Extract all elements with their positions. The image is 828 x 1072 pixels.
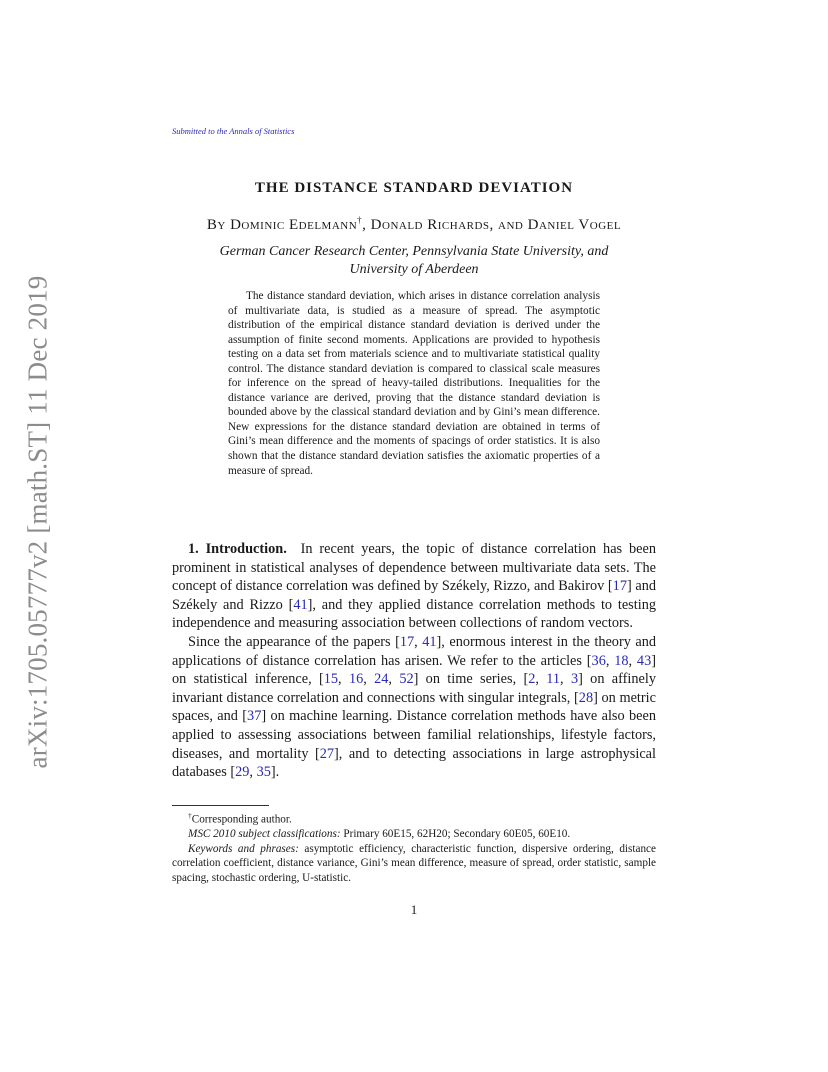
citation-link[interactable]: 17: [612, 578, 627, 595]
affiliations: [172, 243, 656, 279]
citation-link[interactable]: 41: [293, 596, 308, 613]
affiliation-line-2: University of Aberdeen: [349, 262, 479, 277]
intro-paragraph-2: Since the appearance of the papers [17, 41], enormous interest in the theory and applications of distance correlation has arisen. We refer to the articles [36, 18, 43] on statistical inference, [15, 16, 24, 52] on time series, [2, 11, 3] on affinely invariant distance correlation and connections with singular integrals, [28] on metric spaces, and [37] on machine learning. Distance correlation methods have also been applied to assessing associations between familial relationships, lifestyle factors, diseases, and mortality [27], and to detecting associations in large astrophysical databases [29, 35].: [172, 633, 656, 781]
arxiv-stamp-text: arXiv:1705.05777v2 [math.ST] 11 Dec 2019: [22, 275, 53, 769]
citation-link[interactable]: 52: [399, 671, 414, 688]
author-list: [172, 215, 656, 234]
footnote-keywords: [172, 842, 656, 886]
by-label: By: [206, 217, 226, 233]
section-heading: 1. Introduction.: [188, 541, 287, 557]
msc-label: MSC 2010 subject classifications:: [188, 828, 341, 841]
citation-link[interactable]: 27: [319, 745, 335, 762]
page-number: 1: [410, 902, 418, 917]
citation-link[interactable]: 15: [323, 671, 339, 688]
citation-link[interactable]: 36: [591, 652, 606, 669]
footnote-corresponding-author: †Corresponding author.: [188, 811, 292, 826]
footnote-rule: [172, 805, 269, 806]
citation-link[interactable]: 2: [528, 671, 536, 688]
citation-link[interactable]: 3: [570, 671, 579, 688]
citation-link[interactable]: 17: [399, 633, 415, 650]
dagger-footnote-mark[interactable]: †: [357, 215, 363, 225]
citation-link[interactable]: 28: [578, 689, 594, 706]
abstract: The distance standard deviation, which arises in distance correlation analysis of multivariate data, is studied as a measure of spread. The asymptotic distribution of the empirical distance standard deviation is derived under the assumption of finite second moments. Applications are provided to hypothesis testing on a data set from materials science and to multivariate statistical quality control. The distance standard deviation is compared to classical scale measures for inference on the spread of heavy-tailed distributions. Inequalities for the distance variance are derived, proving that the distance standard deviation is bounded above by the classical standard deviation and by Gini’s mean difference. New expressions for the distance standard deviation are obtained in terms of Gini’s mean difference and the moments of spacings of order statistics. It is also shown that the distance standard deviation satisfies the axiomatic properties of a measure of spread.: [228, 290, 600, 477]
dagger-mark: †: [188, 811, 192, 820]
citation-link[interactable]: 37: [247, 708, 262, 725]
citation-link[interactable]: 11: [546, 671, 561, 688]
footnotes: [172, 809, 656, 885]
citation-link[interactable]: 16: [348, 671, 364, 688]
paper-title: THE DISTANCE STANDARD DEVIATION: [254, 180, 574, 196]
section-introduction: [172, 540, 656, 782]
intro-paragraph-1: 1. Introduction. In recent years, the topic of distance correlation has been prominent in statistical analyses of dependence between multivariate data sets. The concept of distance correlation was defined by Székely, Rizzo, and Bakirov [17] and Székely and Rizzo [41], and they applied distance correlation methods to testing independence and measuring association between collections of random vectors.: [172, 541, 656, 632]
submitted-to-journal-link[interactable]: Submitted to the Annals of Statistics: [172, 126, 295, 136]
citation-link[interactable]: 24: [374, 671, 389, 688]
arxiv-identifier-stamp: [22, 272, 54, 772]
author-edelmann: Dominic Edelmann: [230, 217, 358, 233]
footnote-msc: [172, 827, 656, 842]
citation-link[interactable]: 18: [614, 652, 629, 669]
authors-rest: , Donald Richards, and Daniel Vogel: [362, 217, 622, 233]
citation-link[interactable]: 29: [235, 764, 250, 781]
citation-link[interactable]: 35: [256, 764, 271, 781]
citation-link[interactable]: 43: [636, 652, 652, 669]
keywords-text: asymptotic efficiency, characteristic function, dispersive ordering, distance correlation coefficient, distance variance, Gini’s mean difference, measure of spread, order statistic, sample spacing, stochastic ordering, U-statistic.: [172, 842, 656, 884]
keywords-label: Keywords and phrases:: [188, 842, 299, 855]
citation-link[interactable]: 41: [422, 633, 437, 650]
msc-text: Primary 60E15, 62H20; Secondary 60E05, 60E10.: [340, 828, 571, 841]
affiliation-line-1: German Cancer Research Center, Pennsylvania State University, and: [219, 244, 609, 259]
